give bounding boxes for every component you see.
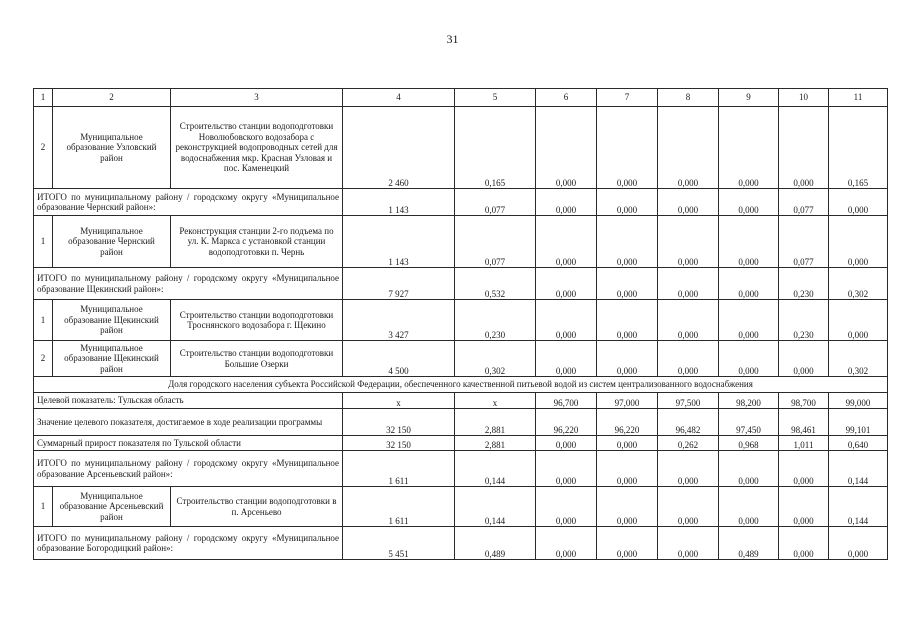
municipality-cell: Муниципальное образование Арсеньевский район <box>53 487 171 527</box>
header-cell: 3 <box>171 89 343 107</box>
value-cell: 0,532 <box>455 268 536 300</box>
value-cell: 0,302 <box>455 341 536 377</box>
municipality-cell: Муниципальное образование Чернский район <box>53 216 171 268</box>
value-cell: 32 150 <box>343 409 455 436</box>
value-cell: 0,000 <box>658 300 719 341</box>
value-cell: 1 611 <box>343 451 455 487</box>
project-cell: Строительство станции водоподготовки Троснянского водозабора г. Щекино <box>171 300 343 341</box>
value-cell: 0,000 <box>719 341 779 377</box>
value-cell: 0,000 <box>536 341 597 377</box>
value-cell: 0,000 <box>536 189 597 216</box>
value-cell: 0,000 <box>779 487 829 527</box>
growth-row <box>34 436 888 451</box>
value-cell: 0,230 <box>779 300 829 341</box>
value-cell: 0,077 <box>779 189 829 216</box>
project-row-shchekinsky-1 <box>34 300 888 341</box>
header-cell: 5 <box>455 89 536 107</box>
value-cell: 1 143 <box>343 189 455 216</box>
value-cell: 0,000 <box>536 436 597 451</box>
value-cell: 98,200 <box>719 393 779 409</box>
value-cell: 0,262 <box>658 436 719 451</box>
project-cell: Строительство станции водоподготовки Большие Озерки <box>171 341 343 377</box>
value-cell: 0,000 <box>658 107 719 189</box>
value-cell: 0,000 <box>719 451 779 487</box>
value-cell: 0,489 <box>455 527 536 560</box>
value-cell: 0,230 <box>779 268 829 300</box>
value-cell: 0,000 <box>658 268 719 300</box>
value-cell: 0,000 <box>829 527 888 560</box>
value-cell: 0,000 <box>536 487 597 527</box>
value-cell: 0,000 <box>597 527 658 560</box>
value-cell: 0,000 <box>829 216 888 268</box>
value-cell: 2 460 <box>343 107 455 189</box>
value-cell: 0,000 <box>779 341 829 377</box>
value-cell: 97,500 <box>658 393 719 409</box>
value-cell: 0,000 <box>779 527 829 560</box>
header-cell: 6 <box>536 89 597 107</box>
value-cell: 0,000 <box>719 189 779 216</box>
value-cell: 0,144 <box>829 487 888 527</box>
value-cell: 0,000 <box>536 268 597 300</box>
section-title: Доля городского населения субъекта Российской Федерации, обеспеченного качественной питьевой водой из систем централизованного водоснабжения <box>34 377 888 393</box>
project-cell: Реконструкция станции 2-го подъема по ул. К. Маркса с установкой станции водоподготовки п. Чернь <box>171 216 343 268</box>
project-row-uzlovsky <box>34 107 888 189</box>
section-title-row <box>34 377 888 393</box>
value-cell: 96,220 <box>597 409 658 436</box>
value-cell: 2,881 <box>455 436 536 451</box>
value-cell: 98,461 <box>779 409 829 436</box>
total-row-chernsky <box>34 189 888 216</box>
project-row-arsenyevsky <box>34 487 888 527</box>
value-cell: 0,000 <box>536 527 597 560</box>
value-cell: 0,000 <box>536 216 597 268</box>
value-cell: 0,000 <box>719 107 779 189</box>
value-cell: 97,450 <box>719 409 779 436</box>
value-cell: 0,000 <box>597 189 658 216</box>
investment-table <box>33 88 888 560</box>
value-cell: 0,000 <box>658 341 719 377</box>
value-cell: 0,000 <box>536 300 597 341</box>
value-cell: 5 451 <box>343 527 455 560</box>
total-label: ИТОГО по муниципальному району / городскому округу «Муниципальное образование Чернский район»: <box>34 189 343 216</box>
row-index: 2 <box>34 107 53 189</box>
value-cell: 0,000 <box>719 216 779 268</box>
value-cell: 0,165 <box>829 107 888 189</box>
column-number-header <box>34 89 888 107</box>
value-cell: 1,011 <box>779 436 829 451</box>
value-cell: 0,302 <box>829 341 888 377</box>
value-cell: 0,077 <box>455 216 536 268</box>
value-cell: 0,000 <box>829 300 888 341</box>
row-index: 1 <box>34 300 53 341</box>
total-row-arsenyevsky <box>34 451 888 487</box>
value-cell: 0,000 <box>597 268 658 300</box>
value-cell: 0,000 <box>536 451 597 487</box>
row-index: 1 <box>34 216 53 268</box>
value-cell: 0,077 <box>779 216 829 268</box>
value-cell: 4 500 <box>343 341 455 377</box>
header-cell: 10 <box>779 89 829 107</box>
value-cell: 0,489 <box>719 527 779 560</box>
value-cell: 0,000 <box>658 487 719 527</box>
value-cell: 0,000 <box>597 451 658 487</box>
project-cell: Строительство станции водоподготовки Новолюбовского водозабора с реконструкцией водопроводных сетей для водоснабжения мкр. Красная Узловая и пос. Каменецкий <box>171 107 343 189</box>
value-cell: 0,000 <box>779 451 829 487</box>
value-cell: 96,220 <box>536 409 597 436</box>
value-cell: 0,968 <box>719 436 779 451</box>
value-cell: 0,165 <box>455 107 536 189</box>
row-index: 2 <box>34 341 53 377</box>
value-cell: 0,000 <box>597 436 658 451</box>
value-cell: 0,000 <box>779 107 829 189</box>
municipality-cell: Муниципальное образование Узловский район <box>53 107 171 189</box>
header-cell: 4 <box>343 89 455 107</box>
value-cell: 0,144 <box>455 451 536 487</box>
project-cell: Строительство станции водоподготовки в п. Арсеньево <box>171 487 343 527</box>
target-indicator-row <box>34 393 888 409</box>
value-cell: 0,000 <box>658 216 719 268</box>
value-cell: 7 927 <box>343 268 455 300</box>
value-cell: 0,000 <box>719 268 779 300</box>
value-cell: 0,000 <box>597 341 658 377</box>
value-cell: 0,000 <box>658 189 719 216</box>
value-cell: 0,144 <box>829 451 888 487</box>
value-cell: 99,101 <box>829 409 888 436</box>
value-cell: 0,230 <box>455 300 536 341</box>
total-row-shchekinsky <box>34 268 888 300</box>
value-cell: 0,000 <box>719 300 779 341</box>
header-cell: 1 <box>34 89 53 107</box>
value-cell: 0,144 <box>455 487 536 527</box>
indicator-label: Значение целевого показателя, достигаемое в ходе реализации программы <box>34 409 343 436</box>
value-cell: 0,000 <box>829 189 888 216</box>
achieved-value-row <box>34 409 888 436</box>
value-cell: 99,000 <box>829 393 888 409</box>
value-cell: 97,000 <box>597 393 658 409</box>
value-cell: 0,302 <box>829 268 888 300</box>
indicator-label: Целевой показатель: Тульская область <box>34 393 343 409</box>
value-cell: 3 427 <box>343 300 455 341</box>
value-cell: 98,700 <box>779 393 829 409</box>
value-cell: 0,000 <box>536 107 597 189</box>
total-label: ИТОГО по муниципальному району / городскому округу «Муниципальное образование Арсеньевский район»: <box>34 451 343 487</box>
value-cell: 0,000 <box>597 300 658 341</box>
value-cell: 0,000 <box>597 487 658 527</box>
indicator-label: Суммарный прирост показателя по Тульской области <box>34 436 343 451</box>
value-cell: 32 150 <box>343 436 455 451</box>
value-cell: x <box>455 393 536 409</box>
value-cell: 0,000 <box>658 451 719 487</box>
row-index: 1 <box>34 487 53 527</box>
project-row-shchekinsky-2 <box>34 341 888 377</box>
value-cell: 0,000 <box>658 527 719 560</box>
value-cell: 0,640 <box>829 436 888 451</box>
total-row-bogoroditsky <box>34 527 888 560</box>
header-cell: 8 <box>658 89 719 107</box>
value-cell: 2,881 <box>455 409 536 436</box>
value-cell: 0,000 <box>597 216 658 268</box>
value-cell: 1 611 <box>343 487 455 527</box>
total-label: ИТОГО по муниципальному району / городскому округу «Муниципальное образование Богородицкий район»: <box>34 527 343 560</box>
header-cell: 2 <box>53 89 171 107</box>
value-cell: 96,700 <box>536 393 597 409</box>
municipality-cell: Муниципальное образование Щекинский район <box>53 300 171 341</box>
value-cell: 0,000 <box>597 107 658 189</box>
project-row-chernsky <box>34 216 888 268</box>
value-cell: 0,077 <box>455 189 536 216</box>
header-cell: 9 <box>719 89 779 107</box>
value-cell: 0,000 <box>719 487 779 527</box>
total-label: ИТОГО по муниципальному району / городскому округу «Муниципальное образование Щекинский район»: <box>34 268 343 300</box>
value-cell: 1 143 <box>343 216 455 268</box>
header-cell: 7 <box>597 89 658 107</box>
municipality-cell: Муниципальное образование Щекинский район <box>53 341 171 377</box>
value-cell: x <box>343 393 455 409</box>
page-number: 31 <box>446 32 459 46</box>
value-cell: 96,482 <box>658 409 719 436</box>
header-cell: 11 <box>829 89 888 107</box>
